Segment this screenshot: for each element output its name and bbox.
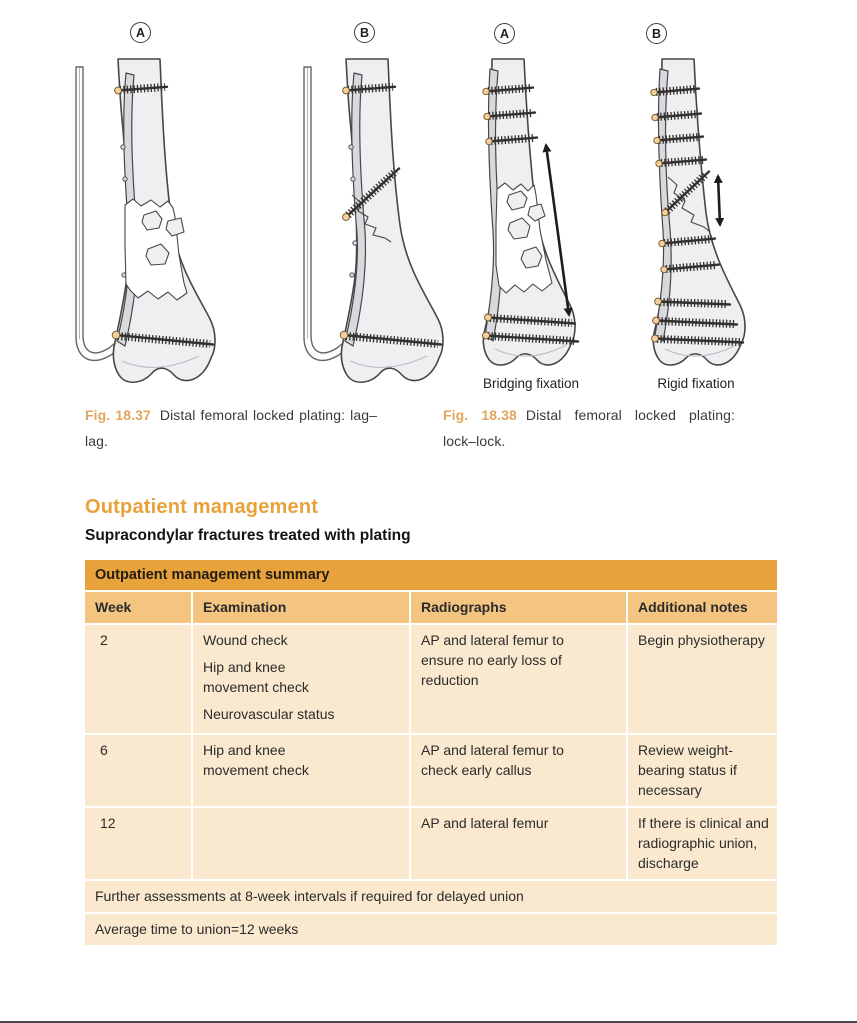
table-grid [85,592,777,879]
notes-cell: If there is clinical and radiographic union, discharge [628,808,777,879]
examination-item: Hip and knee movement check [203,659,309,695]
examination-cell [193,735,409,806]
fig37-caption-text: Distal femoral locked plating: lag–lag. [85,407,377,449]
femur-illustration-fig38-b [632,55,797,390]
table-footnote: Further assessments at 8-week intervals if required for delayed union [85,881,777,912]
fig38-number: Fig. 18.38 [443,407,517,423]
plate-hole [121,145,125,149]
week-value: 2 [85,625,191,733]
week-value: 6 [85,735,191,806]
column-header-radiographs: Radiographs [411,592,626,623]
outpatient-management-table [85,560,777,945]
notes-cell: Review weight-bearing status if necessary [628,735,777,806]
rigid-span-arrow [718,176,720,225]
insertion-guide-rod [76,67,118,360]
fig38-caption [443,402,735,454]
fig37-number: Fig. 18.37 [85,407,151,423]
examination-cell-empty [193,808,409,879]
plate-hole [350,273,354,277]
section-heading: Outpatient management [85,496,319,518]
femur-illustration-fig37-b [288,55,468,395]
femur-illustration-fig38-a [462,55,627,390]
fig37-caption [85,402,377,454]
notes-cell: Begin physiotherapy [628,625,777,733]
examination-item: Wound check [203,632,288,648]
panel-badge-fig37-a: A [130,22,151,43]
panel-badge-fig38-a: A [494,23,515,44]
table-footnote: Average time to union=12 weeks [85,914,777,945]
column-header-week: Week [85,592,191,623]
section-subheading: Supracondylar fractures treated with plating [85,527,411,544]
examination-item: Neurovascular status [203,706,335,722]
column-header-additional-notes: Additional notes [628,592,777,623]
plate-hole [351,177,355,181]
table-title: Outpatient management summary [85,560,777,590]
insertion-guide-rod [304,67,346,360]
plate-hole [123,177,127,181]
examination-item: Hip and knee movement check [203,742,309,778]
plate-hole [353,241,357,245]
bridging-fixation-label: Bridging fixation [482,376,580,391]
fig38-caption-text: Distal femoral locked plating: lock–lock. [443,407,735,449]
radiographs-cell: AP and lateral femur [411,808,626,879]
rigid-fixation-label: Rigid fixation [657,376,735,391]
panel-badge-fig37-b: B [354,22,375,43]
panel-badge-fig38-b: B [646,23,667,44]
radiographs-cell: AP and lateral femur to ensure no early loss of reduction [411,625,626,733]
plate-hole [349,145,353,149]
examination-cell [193,625,409,733]
column-header-examination: Examination [193,592,409,623]
radiographs-cell: AP and lateral femur to check early callus [411,735,626,806]
femur-illustration-fig37-a [60,55,240,395]
week-value: 12 [85,808,191,879]
